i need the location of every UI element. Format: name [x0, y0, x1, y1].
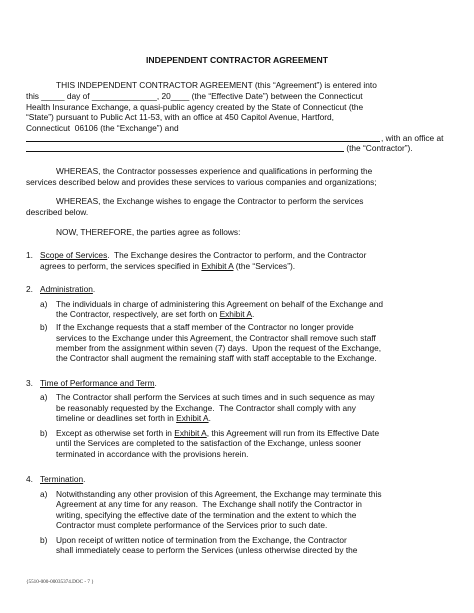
section-text: agrees to perform, the services specified in: [40, 261, 202, 271]
section-1-line: [40, 250, 366, 260]
section-heading: Time of Performance and Term: [40, 378, 155, 388]
item-label: a): [40, 299, 48, 309]
intro-line: Connecticut 06106 (the “Exchange”) and: [26, 123, 179, 133]
section-text: (the “Services”).: [233, 261, 296, 271]
whereas-line: services described below and provides these services to various companies and organizations;: [26, 177, 377, 187]
party-line-tail: (the “Contractor”).: [344, 143, 413, 153]
section-2-heading-line: [40, 284, 95, 294]
item-text: the Contractor, respectively, are set forth on: [56, 309, 220, 319]
item-line: be reasonably requested by the Exchange. The Contractor shall comply with any: [56, 403, 356, 413]
section-3-heading-line: [40, 378, 157, 388]
document-footer: {5510-000-00035374.DOC - 7 }: [26, 579, 94, 585]
intro-line: “State”) pursuant to Public Act 11-53, with an office at 450 Capitol Avenue, Hartford,: [26, 112, 334, 122]
item-line: writing, specifying the effective date of the termination and the extent to which the: [56, 510, 357, 520]
section-4-heading-line: [40, 474, 85, 484]
section-number: 4.: [26, 474, 33, 484]
section-heading: Termination: [40, 474, 84, 484]
intro-line: this _____ day of ______________, 20____ (the “Effective Date”) between the Connecticut: [26, 91, 363, 101]
exhibit-reference: Exhibit A: [201, 261, 234, 271]
intro-line: Health Insurance Exchange, a quasi-public agency created by the State of Connecticut (the: [26, 102, 364, 112]
item-line: terminated in accordance with the provisions herein.: [56, 449, 249, 459]
item-line: [56, 413, 211, 423]
heading-period: .: [83, 474, 86, 484]
item-text: , this Agreement will run from its Effective Date: [206, 428, 380, 438]
now-therefore-line: NOW, THEREFORE, the parties agree as follows:: [56, 227, 241, 237]
item-line: The individuals in charge of administering this Agreement on behalf of the Exchange and: [56, 299, 384, 309]
item-text: Except as otherwise set forth in: [56, 428, 175, 438]
item-label: b): [40, 428, 48, 438]
item-line: member from the assignment within seven (7) days. Upon the request of the Exchange,: [56, 343, 382, 353]
whereas-line: WHEREAS, the Contractor possesses experience and qualifications in performing the: [56, 166, 373, 176]
exhibit-reference: Exhibit A: [176, 413, 209, 423]
item-line: until the Services are completed to the satisfaction of the Exchange, unless sooner: [56, 438, 362, 448]
section-number: 3.: [26, 378, 33, 388]
item-line: The Contractor shall perform the Services at such times and in such sequence as may: [56, 392, 375, 402]
party-line-tail: , with an office at: [381, 133, 444, 143]
item-text: timeline or deadlines set forth in: [56, 413, 177, 423]
item-label: b): [40, 322, 48, 332]
item-line: Upon receipt of written notice of termination from the Exchange, the Contractor: [56, 535, 347, 545]
item-line: shall immediately cease to perform the Services (unless otherwise directed by the: [56, 545, 358, 555]
section-number: 2.: [26, 284, 33, 294]
document-title: INDEPENDENT CONTRACTOR AGREEMENT: [146, 55, 328, 65]
item-line: the Contractor shall augment the remaining staff with staff acceptable to the Exchange.: [56, 353, 377, 363]
whereas-line: described below.: [26, 207, 89, 217]
section-text: . The Exchange desires the Contractor to perform, and the Contractor: [107, 250, 367, 260]
item-line: Notwithstanding any other provision of this Agreement, the Exchange may terminate this: [56, 489, 382, 499]
section-1-line: [40, 261, 295, 271]
item-text: .: [208, 413, 211, 423]
item-line: If the Exchange requests that a staff member of the Contractor no longer provide: [56, 322, 354, 332]
contractor-address-blank: [26, 151, 344, 152]
item-line: [56, 428, 379, 438]
section-heading: Scope of Services: [40, 250, 108, 260]
intro-line: THIS INDEPENDENT CONTRACTOR AGREEMENT (this “Agreement”) is entered into: [56, 80, 377, 90]
exhibit-reference: Exhibit A: [174, 428, 207, 438]
heading-period: .: [92, 284, 96, 294]
section-heading: Administration: [40, 284, 93, 294]
contractor-name-blank: [26, 141, 380, 142]
whereas-line: WHEREAS, the Exchange wishes to engage the Contractor to perform the services: [56, 196, 364, 206]
item-label: a): [40, 392, 48, 402]
item-label: b): [40, 535, 48, 545]
item-line: Contractor must complete performance of the Services prior to such date.: [56, 520, 328, 530]
item-line: [56, 309, 254, 319]
item-line: services to the Exchange under this Agreement, the Contractor shall remove such staff: [56, 333, 376, 343]
exhibit-reference: Exhibit A: [219, 309, 253, 319]
item-text: .: [252, 309, 255, 319]
section-number: 1.: [26, 250, 33, 260]
heading-period: .: [154, 378, 157, 388]
item-label: a): [40, 489, 48, 499]
item-line: Agreement at any time for any reason. The Exchange shall notify the Contractor in: [56, 499, 362, 509]
